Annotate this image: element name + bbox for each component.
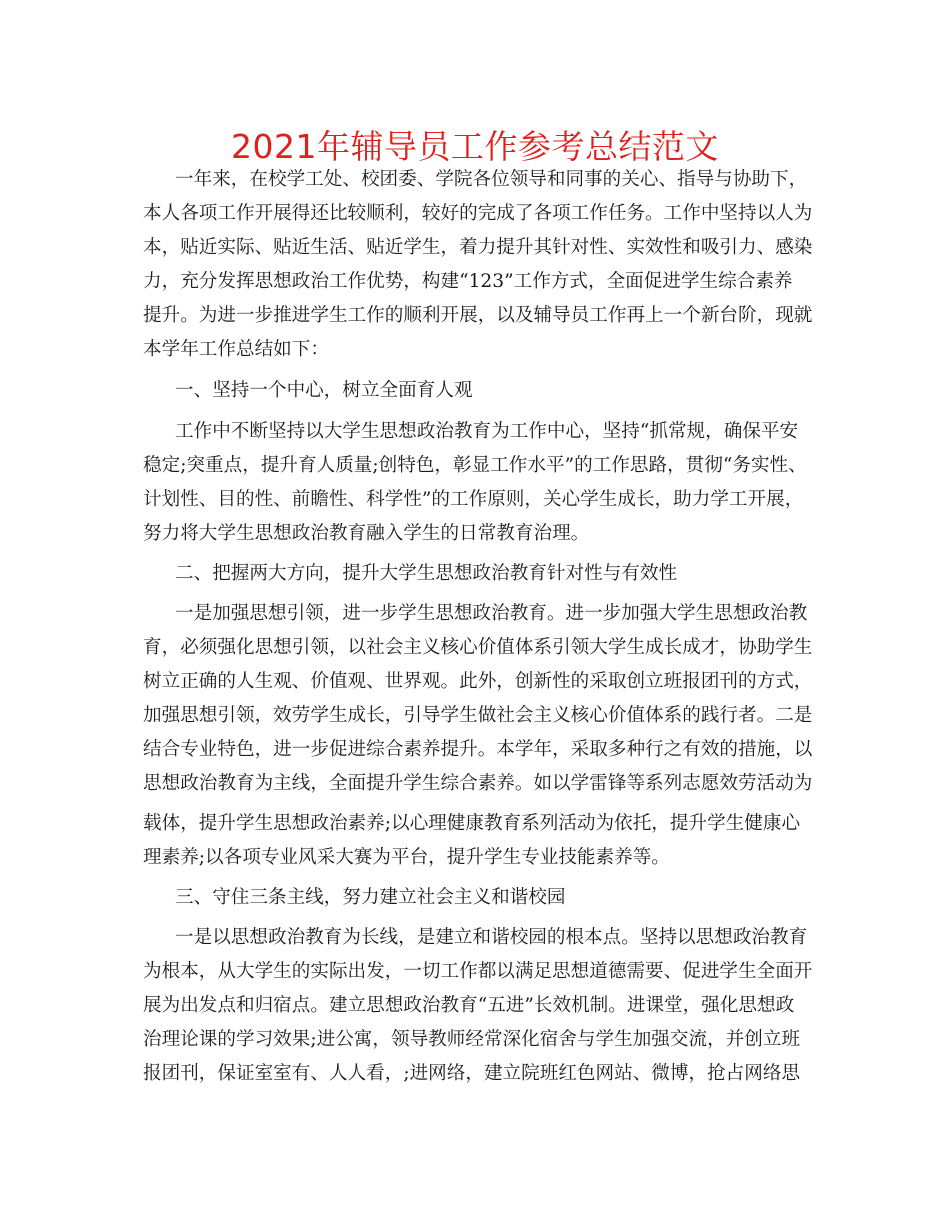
- body-line: 为根本，从大学生的实际出发，一切工作都以满足思想道德需要、促进学生全面开: [143, 961, 813, 982]
- section-heading: 二、把握两大方向，提升大学生思想政治教育针对性与有效性: [175, 563, 678, 584]
- body-line: 本人各项工作开展得还比较顺利，较好的完成了各项工作任务。工作中坚持以人为: [143, 203, 813, 224]
- body-line: 一年来，在校学工处、校团委、学院各位领导和同事的关心、指导与协助下，: [175, 169, 808, 190]
- body-line: 计划性、目的性、前瞻性、科学性”的工作原则，关心学生成长，助力学工开展，: [143, 489, 804, 510]
- body-line: 加强思想引领，效劳学生成长，引导学生做社会主义核心价值体系的践行者。二是: [143, 705, 813, 726]
- body-line: 本学年工作总结如下：: [143, 339, 329, 360]
- body-line: 力，充分发挥思想政治工作优势，构建“123”工作方式，全面促进学生综合素养: [143, 271, 793, 292]
- body-line: 结合专业特色，进一步促进综合素养提升。本学年，采取多种行之有效的措施，以: [143, 739, 813, 760]
- body-line: 思想政治教育为主线，全面提升学生综合素养。如以学雷锋等系列志愿效劳活动为: [143, 773, 813, 794]
- document-title: 2021年辅导员工作参考总结范文: [231, 127, 719, 166]
- body-line: 治理论课的学习效果;进公寓，领导教师经常深化宿舍与学生加强交流，并创立班: [143, 1029, 801, 1050]
- section-heading: 一、坚持一个中心，树立全面育人观: [175, 380, 473, 401]
- section-heading: 三、守住三条主线，努力建立社会主义和谐校园: [175, 887, 566, 908]
- body-line: 报团刊，保证室室有、人人看，;进网络，建立院班红色网站、微博，抢占网络思: [143, 1063, 801, 1084]
- body-line: 一是以思想政治教育为长线，是建立和谐校园的根本点。坚持以思想政治教育: [175, 927, 808, 948]
- body-line: 一是加强思想引领，进一步学生思想政治教育。进一步加强大学生思想政治教: [175, 603, 808, 624]
- body-line: 展为出发点和归宿点。建立思想政治教育“五进”长效机制。进课堂，强化思想政: [143, 995, 795, 1016]
- body-line: 努力将大学生思想政治教育融入学生的日常教育治理。: [143, 523, 590, 544]
- body-line: 工作中不断坚持以大学生思想政治教育为工作中心，坚持“抓常规，确保平安: [175, 421, 799, 442]
- body-line: 理素养;以各项专业风采大赛为平台，提升学生专业技能素养等。: [143, 847, 670, 868]
- body-line: 提升。为进一步推进学生工作的顺利开展，以及辅导员工作再上一个新台阶，现就: [143, 305, 813, 326]
- body-line: 树立正确的人生观、价值观、世界观。此外，创新性的采取创立班报团刊的方式，: [143, 671, 813, 692]
- body-line: 载体，提升学生思想政治素养;以心理健康教育系列活动为依托，提升学生健康心: [143, 813, 801, 834]
- body-line: 育，必须强化思想引领，以社会主义核心价值体系引领大学生成长成才，协助学生: [143, 637, 813, 658]
- body-line: 稳定;突重点，提升育人质量;创特色，彰显工作水平”的工作思路，贯彻“务实性、: [143, 455, 807, 476]
- body-line: 本，贴近实际、贴近生活、贴近学生，着力提升其针对性、实效性和吸引力、感染: [143, 237, 813, 258]
